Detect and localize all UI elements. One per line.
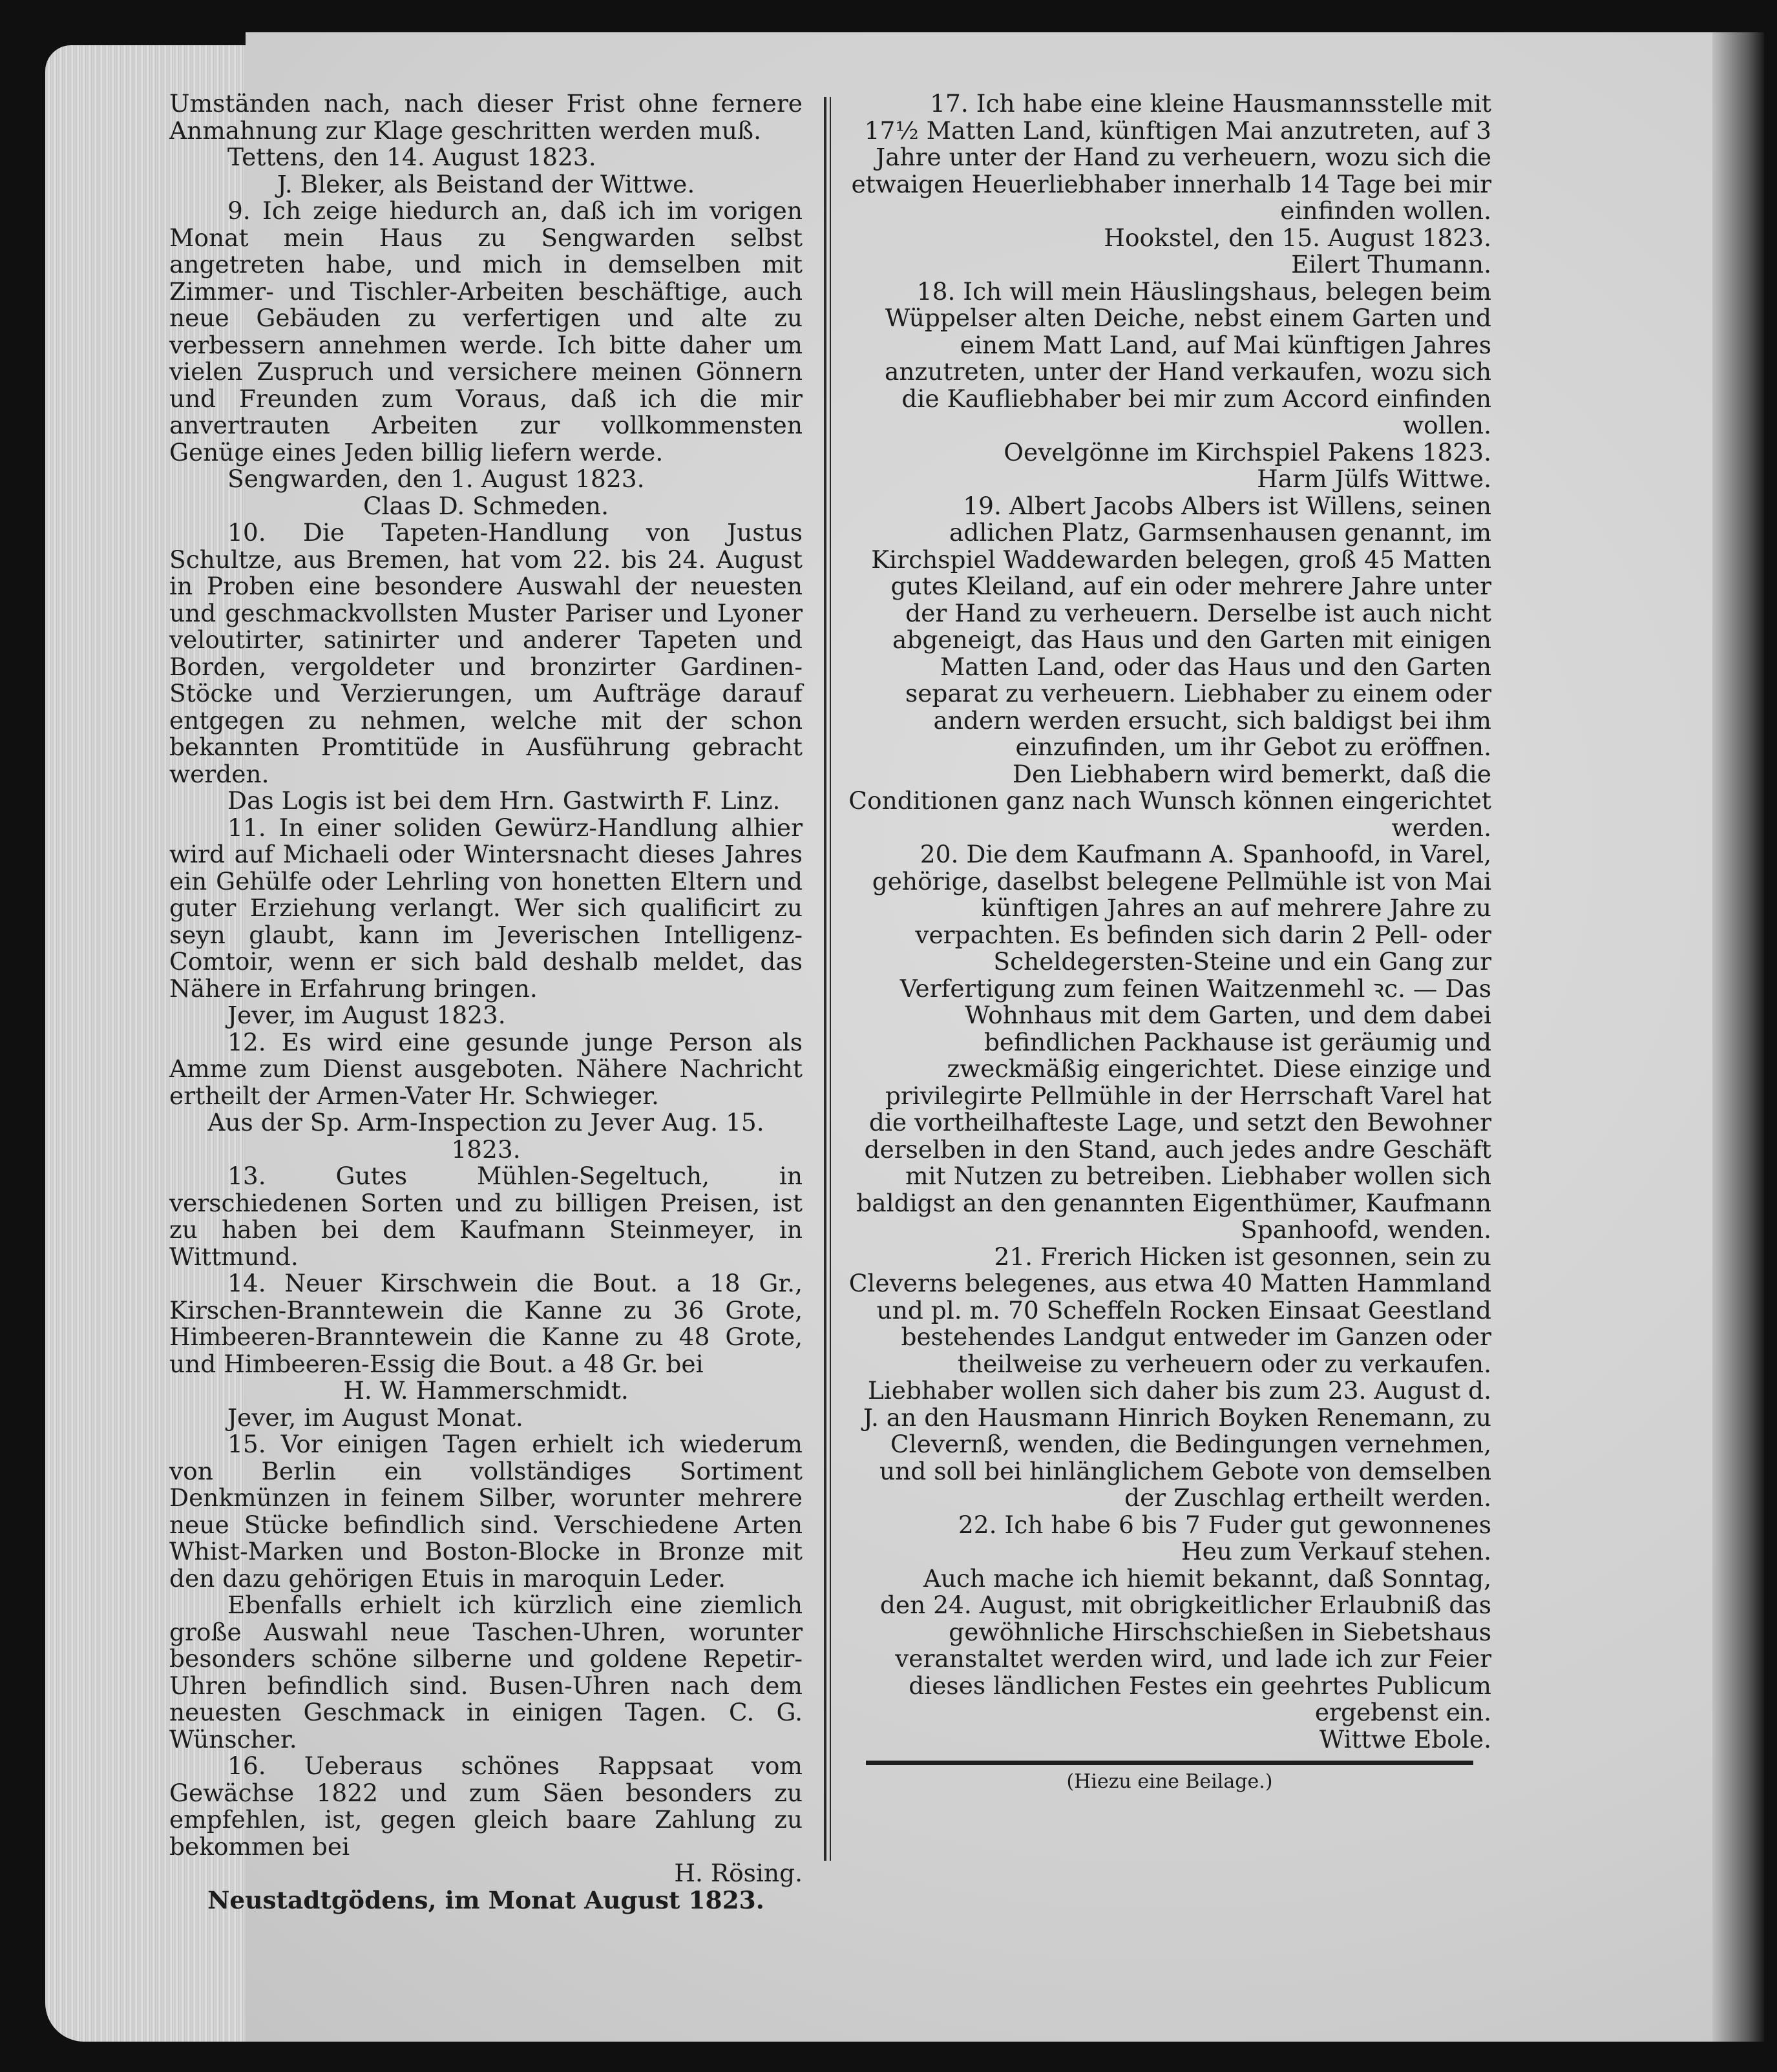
binding-gutter (1712, 32, 1764, 2042)
right-column (845, 90, 1491, 1753)
left-column-paragraph: Das Logis ist bei dem Hrn. Gastwirth F. Linz. (227, 786, 781, 815)
right-column-paragraph: Auch mache ich hiemit bekannt, daß Sonntag, den 24. August, mit obrigkeitlicher Erlaubniß das gewöhnliche Hirschschießen in Siebetshaus veranstaltet werden wird, und lade ich zur Feier dieses ländlichen Festes ein geehrtes Publicum ergebenst ein. (879, 1564, 1491, 1726)
left-column-paragraph: Sengwarden, den 1. August 1823. (227, 465, 645, 493)
left-column-paragraph: 16. Ueberaus schönes Rappsaat vom Gewächse 1822 und zum Säen besonders zu empfehlen, ist, gegen gleich baare Zahlung zu bekommen bei (169, 1752, 803, 1861)
left-column-paragraph: H. W. Hammerschmidt. (343, 1376, 629, 1405)
right-column-paragraph: 18. Ich will mein Häuslingshaus, belegen beim Wüppelser alten Deiche, nebst einem Garten und einem Matt Land, auf Mai künftigen Jahres anzutreten, unter der Hand verkaufen, wozu sich die Kaufliebhaber bei mir zum Accord einfinden wollen. (885, 277, 1491, 439)
right-column-paragraph: Eilert Thumann. (1291, 250, 1491, 278)
right-column-paragraph: 17. Ich habe eine kleine Hausmannsstelle mit 17½ Matten Land, künftigen Mai anzutreten, auf 3 Jahre unter der Hand zu verheuern, wozu sich die etwaigen Heuerliebhaber innerhalb 14 Tage bei mir einfinden wollen. (851, 89, 1491, 225)
left-column-paragraph: 15. Vor einigen Tagen erhielt ich wiederum von Berlin ein vollständiges Sortiment Denkmünzen in feinem Silber, worunter mehrere neue Stücke befindlich sind. Verschiedene Arten Whist-Marken und Boston-Blocke in Bronze mit den dazu gehörigen Etuis in maroquin Leder. (169, 1430, 803, 1593)
left-column-paragraph: Jever, im August Monat. (227, 1403, 523, 1432)
right-column-paragraph: 22. Ich habe 6 bis 7 Fuder gut gewonnenes Heu zum Verkauf stehen. (958, 1510, 1491, 1565)
right-column-paragraph: 20. Die dem Kaufmann A. Spanhoofd, in Varel, gehörige, daselbst belegene Pellmühle ist von Mai künftigen Jahres an auf mehrere Jahre zu verpachten. Es befinden sich darin 2 Pell- oder Scheldegersten-Steine und ein Gang zur Verfertigung zum feinen Waitzenmehl ꝛc. — Das Wohnhaus mit dem Garten, und dem dabei befindlichen Packhause ist geräumig und zweckmäßig eingerichtet. Diese einzige und privilegirte Pellmühle in der Herrschaft Varel hat die vortheilhafteste Lage, und setzt den Bewohner derselben in den Stand, auch jedes andre Geschäft mit Nutzen zu betreiben. Liebhaber wollen sich baldigst an den genannten Eigenthümer, Kaufmann Spanhoofd, wenden. (856, 840, 1491, 1244)
left-column-paragraph: 10. Die Tapeten-Handlung von Justus Schultze, aus Bremen, hat vom 22. bis 24. August in Proben eine besondere Auswahl der neuesten und geschmackvollsten Muster Pariser und Lyoner veloutirter, satinirter und anderer Tapeten und Borden, vergoldeter und bronzirter Gardinen-Stöcke und Verzierungen, um Aufträge darauf entgegen zu nehmen, welche mit der schon bekannten Promtitüde in Ausführung gebracht werden. (169, 518, 803, 788)
right-column-paragraph: 21. Frerich Hicken ist gesonnen, sein zu Cleverns belegenes, aus etwa 40 Matten Hammland und pl. m. 70 Scheffeln Rocken Einsaat Geestland bestehendes Landgut entweder im Ganzen oder theilweise zu verheuern oder zu verkaufen. Liebhaber wollen sich daher bis zum 23. August d. J. an den Hausmann Hinrich Boyken Renemann, zu Clevernß, wenden, die Bedingungen vernehmen, und soll bei hinlänglichem Gebote von demselben der Zuschlag ertheilt werden. (848, 1242, 1491, 1512)
left-column-paragraph: Claas D. Schmeden. (363, 491, 609, 520)
right-column-paragraph: Wittwe Ebole. (1319, 1724, 1491, 1753)
left-column-paragraph: H. Rösing. (674, 1859, 803, 1887)
end-rule (866, 1761, 1473, 1765)
left-column-paragraph: 12. Es wird eine gesunde junge Person als Amme zum Dienst ausgeboten. Nähere Nachricht ertheilt der Armen-Vater Hr. Schwieger. (169, 1027, 803, 1110)
left-column-paragraph: Neustadtgödens, im Monat August 1823. (207, 1885, 764, 1914)
left-column-paragraph: 13. Gutes Mühlen-Segeltuch, in verschiedenen Sorten und zu billigen Preisen, ist zu haben bei dem Kaufmann Steinmeyer, in Wittmund. (169, 1162, 803, 1271)
supplement-note: (Hiezu eine Beilage.) (1066, 1770, 1273, 1793)
left-column-paragraph: 14. Neuer Kirschwein die Bout. a 18 Gr., Kirschen-Branntewein die Kanne zu 36 Grote, Himbeeren-Branntewein die Kanne zu 48 Grote, und Himbeeren-Essig die Bout. a 48 Gr. bei (169, 1269, 803, 1378)
left-column (169, 90, 803, 1914)
left-column-paragraph: 9. Ich zeige hiedurch an, daß ich im vorigen Monat mein Haus zu Sengwarden selbst angetreten habe, und mich in demselben mit Zimmer- und Tischler-Arbeiten beschäftige, auch neue Gebäuden zu verfertigen und alte zu verbessern annehmen werde. Ich bitte daher um vielen Zuspruch und versichere meinen Gönnern und Freunden zum Voraus, daß ich die mir anvertrauten Arbeiten zur vollkommensten Genüge eines Jeden billig liefern werde. (169, 196, 803, 466)
left-column-paragraph: Aus der Sp. Arm-Inspection zu Jever Aug. 15. 1823. (207, 1108, 764, 1164)
right-column-paragraph: Oevelgönne im Kirchspiel Pakens 1823. (1004, 437, 1491, 466)
right-column-paragraph: 19. Albert Jacobs Albers ist Willens, seinen adlichen Platz, Garmsenhausen genannt, im Kirchspiel Waddewarden belegen, groß 45 Matten gutes Kleiland, auf ein oder mehrere Jahre unter der Hand zu verheuern. Derselbe ist auch nicht abgeneigt, das Haus und den Garten mit einigen Matten Land, oder das Haus und den Garten separat zu verheuern. Liebhaber zu einem oder andern werden ersucht, sich baldigst bei ihm einzufinden, um ihr Gebot zu eröffnen. (871, 491, 1491, 761)
left-column-paragraph: Jever, im August 1823. (227, 1001, 506, 1029)
left-column-paragraph: Ebenfalls erhielt ich kürzlich eine ziemlich große Auswahl neue Taschen-Uhren, worunter besonders schöne silberne und goldene Repetir-Uhren befindlich sind. Busen-Uhren nach dem neuesten Geschmack in einigen Tagen. C. G. Wünscher. (169, 1591, 803, 1753)
left-column-paragraph: Tettens, den 14. August 1823. (227, 143, 596, 171)
right-column-paragraph: Harm Jülfs Wittwe. (1257, 465, 1491, 493)
right-column-paragraph: Hookstel, den 15. August 1823. (1104, 223, 1491, 252)
right-column-paragraph: Den Liebhabern wird bemerkt, daß die Conditionen ganz nach Wunsch können eingerichtet werden. (848, 759, 1491, 842)
left-column-paragraph: 11. In einer soliden Gewürz-Handlung alhier wird auf Michaeli oder Wintersnacht dieses Jahres ein Gehülfe oder Lehrling von honetten Eltern und guter Erziehung verlangt. Wer sich qualificirt zu seyn glaubt, kann im Jeverischen Intelligenz-Comtoir, wenn er sich bald deshalb meldet, das Nähere in Erfahrung bringen. (169, 813, 803, 1003)
left-column-paragraph: Umständen nach, nach dieser Frist ohne fernere Anmahnung zur Klage geschritten werden muß. (169, 89, 803, 145)
left-column-paragraph: J. Bleker, als Beistand der Wittwe. (277, 169, 695, 198)
column-divider (824, 97, 831, 1861)
